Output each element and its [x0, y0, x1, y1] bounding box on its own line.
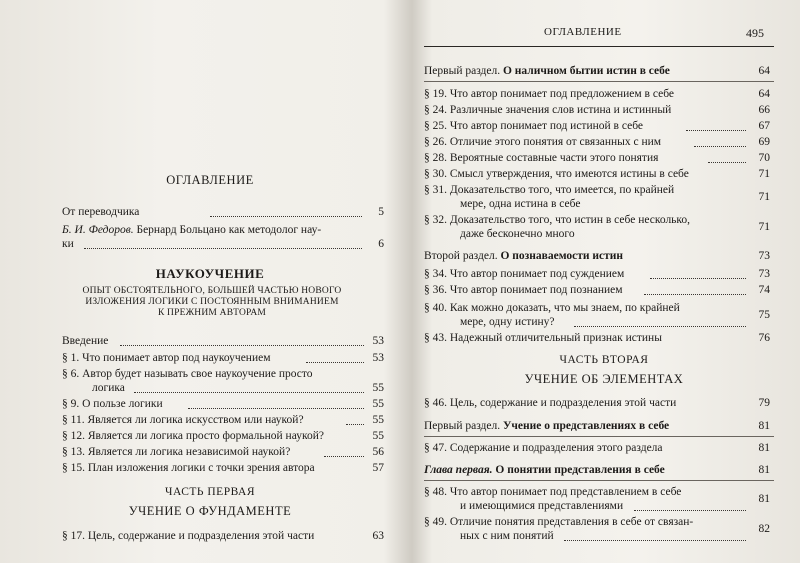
toc-entry-text: Бернард Больцано как методолог нау- — [136, 224, 322, 236]
toc-entry-p40[interactable] — [424, 302, 770, 330]
leader-dots — [84, 248, 362, 249]
leader-dots — [708, 162, 746, 163]
toc-entry-text: § 30. Смысл утверждения, что имеются истины в себе — [424, 168, 689, 180]
section-rule — [424, 480, 774, 481]
subtitle-line: ИЗЛОЖЕНИЯ ЛОГИКИ С ПОСТОЯННЫМ ВНИМАНИЕМ — [85, 297, 339, 307]
section-rule — [424, 436, 774, 437]
toc-entry-text: § 12. Является ли логика просто формальной наукой? — [62, 430, 324, 442]
subtitle-line: К ПРЕЖНИМ АВТОРАМ — [157, 308, 267, 318]
toc-page-number: 53 — [372, 335, 384, 347]
toc-entry-text: § 36. Что автор понимает под познанием — [424, 284, 623, 296]
toc-entry-p31[interactable] — [424, 184, 770, 212]
glava-title: О понятии представления в себе — [495, 464, 665, 476]
toc-entry-text-cont: и имеющимися представлениями — [460, 500, 624, 512]
toc-page-number: 81 — [758, 442, 770, 454]
leader-dots — [694, 146, 746, 147]
right-page — [414, 0, 800, 563]
toc-entry-text-cont: логика — [92, 382, 125, 394]
toc-entry-text: § 34. Что автор понимает под суждением — [424, 268, 625, 280]
toc-entry-text: § 49. Отличие понятия представления в себе от связан- — [424, 516, 694, 528]
toc-page-number: 73 — [758, 268, 770, 280]
leader-dots — [574, 326, 746, 327]
toc-entry-text: § 6. Автор будет называть свое наукоучение просто — [62, 368, 313, 380]
toc-page-number: 75 — [758, 309, 770, 321]
leader-dots — [346, 424, 364, 425]
toc-entry-p32[interactable] — [424, 214, 770, 242]
leader-dots — [306, 362, 364, 363]
razdel-prefix: Первый раздел. — [424, 65, 501, 77]
toc-page-number: 76 — [758, 332, 770, 344]
toc-entry-text: § 11. Является ли логика искусством или наукой? — [62, 414, 304, 426]
toc-entry-text: § 19. Что автор понимает под предложением в себе — [424, 88, 674, 100]
toc-page-number: 71 — [758, 191, 770, 203]
razdel-prefix: Второй раздел. — [424, 250, 498, 262]
part-two-title: УЧЕНИЕ ОБ ЭЛЕМЕНТАХ — [524, 372, 684, 386]
razdel-title: О познаваемости истин — [500, 250, 624, 262]
section-title: НАУКОУЧЕНИЕ — [155, 266, 265, 281]
toc-entry-text: § 31. Доказательство того, что имеется, по крайней — [424, 184, 675, 196]
toc-page-number: 71 — [758, 221, 770, 233]
toc-entry-text: § 15. План изложения логики с точки зрения автора — [62, 462, 315, 474]
part-two-label: ЧАСТЬ ВТОРАЯ — [559, 354, 649, 366]
glava-prefix: Глава первая. — [424, 464, 493, 476]
toc-page-number: 64 — [758, 65, 770, 77]
toc-entry-text: § 28. Вероятные составные части этого понятия — [424, 152, 659, 164]
toc-entry-text-cont: ных с ним понятий — [460, 530, 554, 542]
toc-page-number: 55 — [372, 382, 384, 394]
toc-page-number: 5 — [378, 206, 384, 218]
toc-page-number: 6 — [378, 238, 384, 250]
toc-entry-text: § 1. Что понимает автор под наукоучением — [62, 352, 271, 364]
toc-entry-text: § 46. Цель, содержание и подразделения этой части — [424, 397, 677, 409]
razdel-title: О наличном бытии истин в себе — [502, 65, 670, 77]
part-one-title: УЧЕНИЕ О ФУНДАМЕНТЕ — [128, 504, 292, 518]
leader-dots — [644, 294, 746, 295]
left-page-title: ОГЛАВЛЕНИЕ — [166, 173, 254, 187]
toc-page-number: 71 — [758, 168, 770, 180]
leader-dots — [188, 408, 364, 409]
leader-dots — [210, 216, 362, 217]
section-subtitle — [62, 286, 362, 319]
toc-entry-text: § 26. Отличие этого понятия от связанных с ним — [424, 136, 662, 148]
toc-page-number: 82 — [758, 523, 770, 535]
toc-page-number: 66 — [758, 104, 770, 116]
toc-page-number: 56 — [372, 446, 384, 458]
toc-page-number: 53 — [372, 352, 384, 364]
toc-entry-text: § 32. Доказательство того, что истин в себе несколько, — [424, 214, 691, 226]
leader-dots — [686, 130, 746, 131]
page-folio: 495 — [746, 26, 764, 40]
part-one-label: ЧАСТЬ ПЕРВАЯ — [164, 486, 256, 498]
toc-page-number: 69 — [758, 136, 770, 148]
leader-dots — [120, 345, 364, 346]
toc-entry-p49[interactable] — [424, 516, 770, 544]
toc-page-number: 81 — [758, 464, 770, 476]
toc-entry-text: § 47. Содержание и подразделения этого раздела — [424, 442, 663, 454]
toc-entry-text-cont: ки — [62, 238, 74, 250]
leader-dots — [134, 392, 364, 393]
toc-page-number: 70 — [758, 152, 770, 164]
leader-dots — [324, 456, 364, 457]
toc-entry-text-cont: мере, одну истину? — [460, 316, 555, 328]
toc-entry-text: § 13. Является ли логика независимой наукой? — [62, 446, 291, 458]
toc-entry-text: § 40. Как можно доказать, что мы знаем, по крайней — [424, 302, 680, 314]
toc-page-number: 55 — [372, 398, 384, 410]
toc-entry-text: Введение — [62, 335, 109, 347]
toc-entry-text: § 9. О пользе логики — [62, 398, 163, 410]
toc-page-number: 67 — [758, 120, 770, 132]
toc-entry-fedorov[interactable] — [62, 224, 384, 252]
toc-entry-author: Б. И. Федоров. — [62, 224, 134, 236]
toc-page-number: 64 — [758, 88, 770, 100]
running-head: ОГЛАВЛЕНИЕ — [544, 26, 622, 38]
toc-page-number: 81 — [758, 420, 770, 432]
toc-entry-text: От переводчика — [62, 206, 140, 218]
toc-page-number: 55 — [372, 430, 384, 442]
toc-entry-text: § 43. Надежный отличительный признак истины — [424, 332, 662, 344]
toc-page-number: 79 — [758, 397, 770, 409]
toc-page-number: 55 — [372, 414, 384, 426]
header-rule — [424, 46, 774, 47]
leader-dots — [564, 540, 746, 541]
toc-entry-text: § 17. Цель, содержание и подразделения этой части — [62, 530, 315, 542]
toc-page-number: 81 — [758, 493, 770, 505]
toc-entry-text: § 25. Что автор понимает под истиной в себе — [424, 120, 643, 132]
leader-dots — [634, 510, 746, 511]
toc-page-number: 74 — [758, 284, 770, 296]
toc-entry-p6[interactable] — [62, 368, 384, 396]
section-rule — [424, 81, 774, 82]
toc-page-number: 63 — [372, 530, 384, 542]
toc-entry-p48[interactable] — [424, 486, 770, 514]
toc-entry-text: § 48. Что автор понимает под представлением в себе — [424, 486, 682, 498]
razdel-prefix: Первый раздел. — [424, 420, 501, 432]
toc-page-number: 57 — [372, 462, 384, 474]
toc-page-number: 73 — [758, 250, 770, 262]
razdel-title: Учение о представлениях в себе — [502, 420, 670, 432]
leader-dots — [650, 278, 746, 279]
toc-entry-text-cont: даже бесконечно много — [460, 228, 575, 240]
subtitle-line: ОПЫТ ОБСТОЯТЕЛЬНОГО, БОЛЬШЕЙ ЧАСТЬЮ НОВОГО — [82, 286, 342, 296]
toc-entry-text: § 24. Различные значения слов истина и истинный — [424, 104, 672, 116]
toc-entry-text-cont: мере, одна истина в себе — [460, 198, 581, 210]
